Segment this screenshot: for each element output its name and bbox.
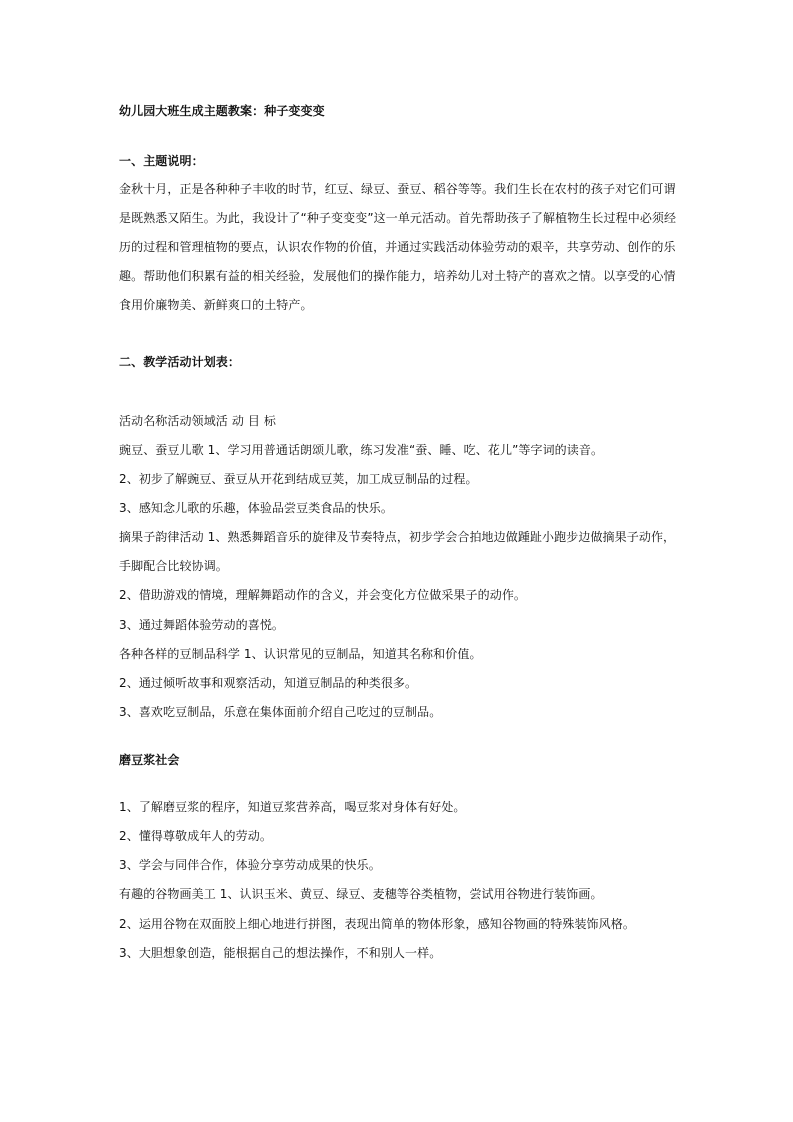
plan-line: 3、感知念儿歌的乐趣，体验品尝豆类食品的快乐。 (119, 501, 393, 515)
plan-line: 各种各样的豆制品科学 1、认识常见的豆制品，知道其名称和价值。 (119, 647, 482, 661)
plan-line: 2、运用谷物在双面胶上细心地进行拼图，表现出简单的物体形象，感知谷物画的特殊装饰风格。 (119, 917, 635, 931)
plan-line: 2、借助游戏的情境，理解舞蹈动作的含义，并会变化方位做采果子的动作。 (119, 588, 527, 602)
paragraph-line: 是既熟悉又陌生。为此，我设计了“种子变变变”这一单元活动。首先帮助孩子了解植物生长过程中必须经 (119, 211, 677, 225)
paragraph-line: 历的过程和管理植物的要点，认识农作物的价值，并通过实践活动体验劳动的艰辛，共享劳动、创作的乐 (119, 240, 676, 254)
plan-line: 2、懂得尊敬成年人的劳动。 (119, 829, 272, 843)
activity-heading-soymilk: 磨豆浆社会 (119, 753, 180, 767)
plan-line: 豌豆、蚕豆儿歌 1、学习用普通话朗颂儿歌，练习发准“蚕、睡、吃、花儿”等字词的读音。 (119, 443, 604, 457)
plan-line: 摘果子韵律活动 1、熟悉舞蹈音乐的旋律及节奏特点，初步学会合拍地边做踵趾小跑步边做摘果子动作， (119, 530, 676, 544)
table-header-line: 活动名称活动领域活 动 目 标 (119, 414, 276, 428)
plan-line: 有趣的谷物画美工 1、认识玉米、黄豆、绿豆、麦穗等谷类植物，尝试用谷物进行装饰画。 (119, 887, 603, 901)
plan-line: 3、大胆想象创造，能根据自己的想法操作，不和别人一样。 (119, 946, 442, 960)
section-heading-theme: 一、主题说明： (119, 154, 204, 168)
plan-line: 3、喜欢吃豆制品，乐意在集体面前介绍自己吃过的豆制品。 (119, 705, 442, 719)
plan-line: 手脚配合比较协调。 (119, 559, 228, 573)
paragraph-line: 趣。帮助他们积累有益的相关经验，发展他们的操作能力，培养幼儿对土特产的喜欢之情。以享受的心情 (119, 269, 676, 283)
paragraph-line: 食用价廉物美、新鲜爽口的土特产。 (119, 298, 313, 312)
plan-line: 1、了解磨豆浆的程序，知道豆浆营养高，喝豆浆对身体有好处。 (119, 800, 466, 814)
plan-line: 2、初步了解豌豆、蚕豆从开花到结成豆荚，加工成豆制品的过程。 (119, 472, 478, 486)
plan-line: 3、通过舞蹈体验劳动的喜悦。 (119, 618, 285, 632)
document-title: 幼儿园大班生成主题教案：种子变变变 (119, 104, 325, 118)
plan-line: 3、学会与同伴合作，体验分享劳动成果的快乐。 (119, 858, 381, 872)
paragraph-line: 金秋十月，正是各种种子丰收的时节，红豆、绿豆、蚕豆、稻谷等等。我们生长在农村的孩子对它们可谓 (119, 182, 676, 196)
section-heading-plan: 二、教学活动计划表： (119, 355, 241, 369)
plan-line: 2、通过倾听故事和观察活动，知道豆制品的种类很多。 (119, 676, 418, 690)
